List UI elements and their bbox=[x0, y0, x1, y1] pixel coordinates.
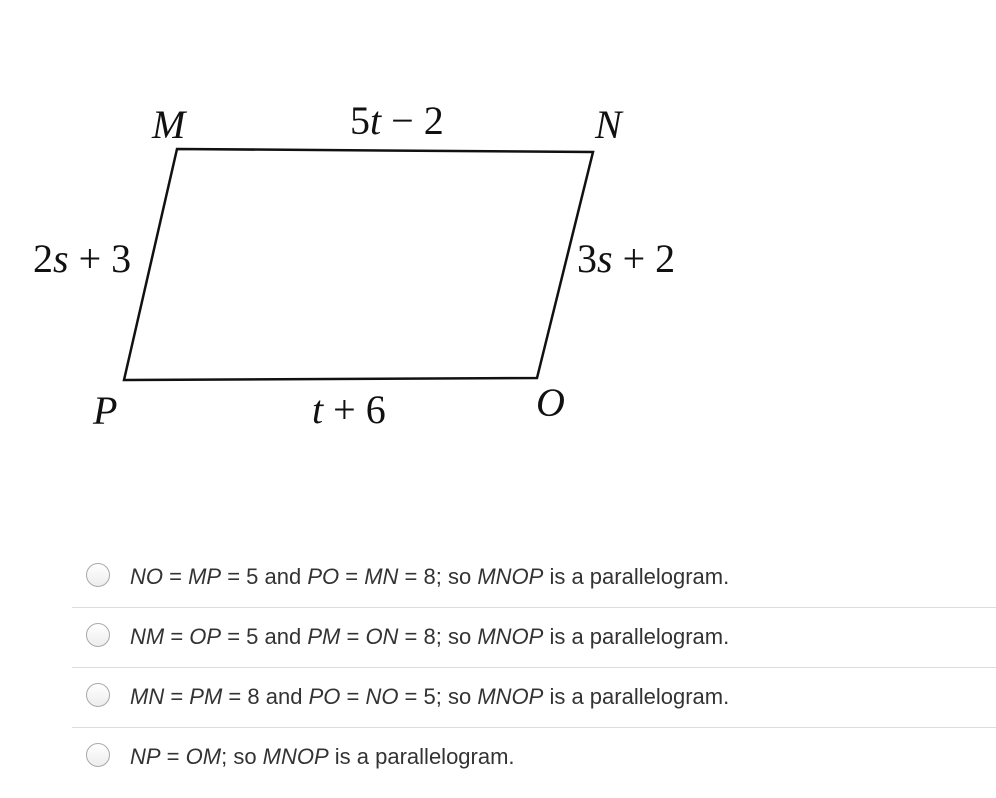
side-label-mn: 5t − 2 bbox=[350, 98, 444, 143]
answer-choice-label[interactable]: NO = MP = 5 and PO = MN = 8; so MNOP is a parallelogram. bbox=[130, 564, 730, 589]
answer-choice[interactable] bbox=[72, 548, 996, 608]
vertex-label-o: O bbox=[536, 380, 565, 425]
radio-button[interactable] bbox=[86, 743, 110, 767]
radio-button[interactable] bbox=[86, 683, 110, 707]
vertex-label-n: N bbox=[595, 102, 622, 147]
vertex-label-m: M bbox=[152, 102, 186, 147]
answer-choice-label[interactable]: MN = PM = 8 and PO = NO = 5; so MNOP is a parallelogram. bbox=[130, 684, 730, 709]
radio-button[interactable] bbox=[86, 563, 110, 587]
answer-choice[interactable] bbox=[72, 728, 996, 787]
vertex-label-p: P bbox=[93, 388, 118, 433]
answer-choice-label[interactable]: NP = OM; so MNOP is a parallelogram. bbox=[130, 744, 515, 769]
parallelogram-mnop bbox=[124, 149, 593, 380]
answer-choice[interactable] bbox=[72, 668, 996, 728]
side-label-mp: 2s + 3 bbox=[33, 236, 132, 281]
answer-choice-label[interactable]: NM = OP = 5 and PM = ON = 8; so MNOP is a parallelogram. bbox=[130, 624, 730, 649]
answer-choices bbox=[72, 548, 996, 787]
radio-button[interactable] bbox=[86, 623, 110, 647]
answer-choice[interactable] bbox=[72, 608, 996, 668]
side-label-no: 3s + 2 bbox=[577, 236, 676, 281]
side-label-po: t + 6 bbox=[312, 387, 386, 432]
